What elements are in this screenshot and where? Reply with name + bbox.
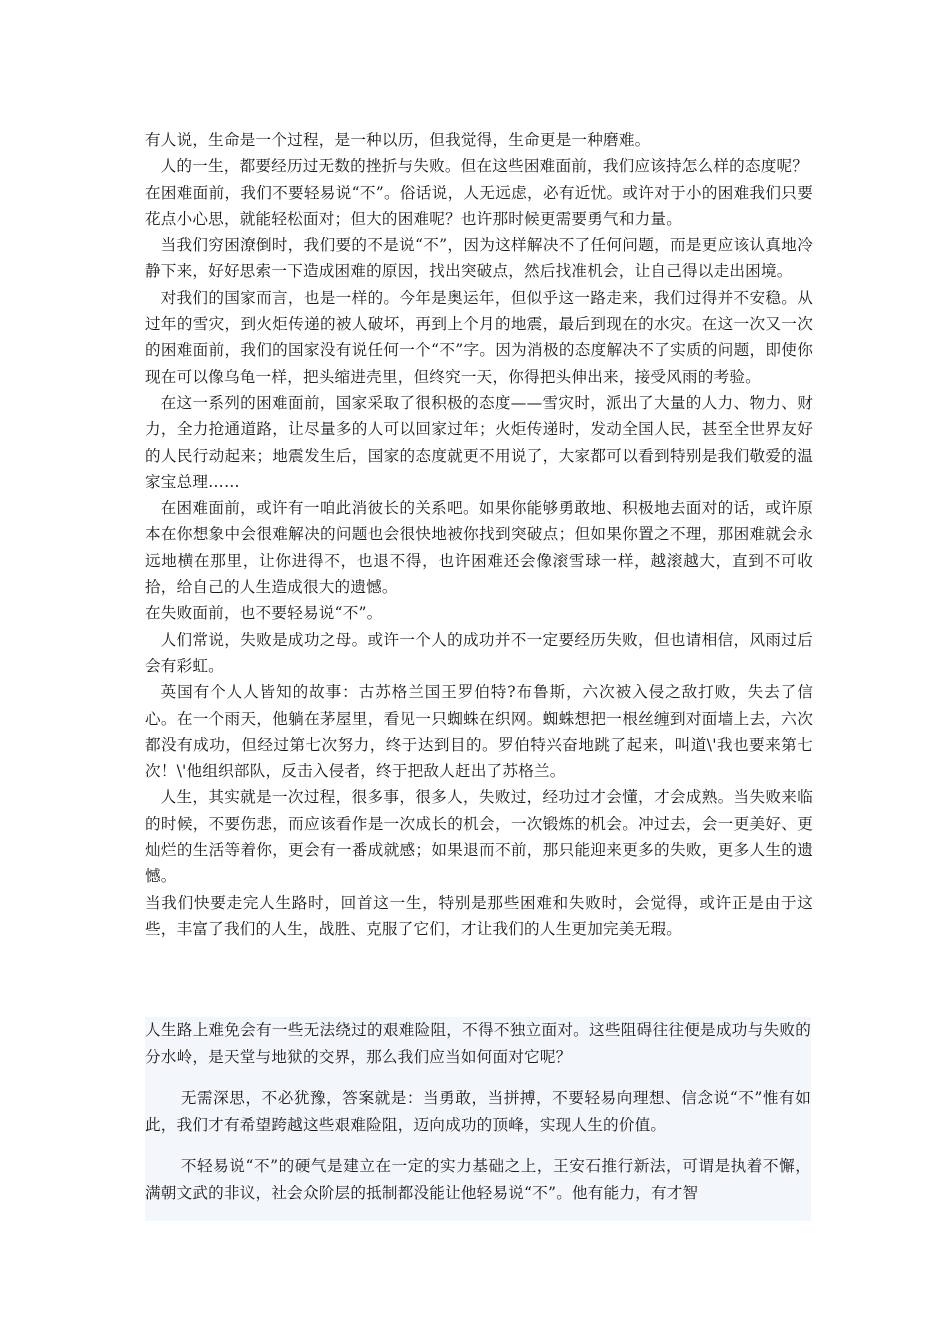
- paragraph: 在困难面前，我们不要轻易说“不”。俗话说，人无远虑，必有近忧。或许对于小的困难我们只要花点小心思，就能轻松面对；但大的困难呢？也许那时候更需要勇气和力量。: [145, 183, 813, 228]
- paragraph: 人生，其实就是一次过程，很多事，很多人，失败过，经功过才会懂，才会成熟。当失败来临的时候，不要伤悲，而应该看作是一次成长的机会，一次锻炼的机会。冲过去，会一更美好、更灿烂的生活等着你，更会有一番成就感；如果退而不前，那只能迎来更多的失败，更多人生的遗憾。: [145, 788, 813, 886]
- paragraph: 人生路上难免会有一些无法绕过的艰难险阻，不得不独立面对。这些阻碍往往便是成功与失败的分水岭，是天堂与地狱的交界，那么我们应当如何面对它呢？: [145, 1021, 811, 1066]
- paragraph: 无需深思，不必犹豫，答案就是：当勇敢，当拼搏，不要轻易向理想、信念说“不”惟有如此，我们才有希望跨越这些艰难险阻，迈向成功的顶峰，实现人生的价值。: [145, 1089, 811, 1134]
- paragraph: 当我们穷困潦倒时，我们要的不是说“不”，因为这样解决不了任何问题，而是更应该认真地冷静下来，好好思索一下造成困难的原因，找出突破点，然后找准机会，让自己得以走出困境。: [145, 236, 813, 281]
- paragraph: 在这一系列的困难面前，国家采取了很积极的态度——雪灾时，派出了大量的人力、物力、财力，全力抢通道路，让尽量多的人可以回家过年；火炬传递时，发动全国人民，甚至全世界友好的人民行动起来；地震发生后，国家的态度就更不用说了，大家都可以看到特别是我们敬爱的温家宝总理……: [145, 393, 813, 491]
- paragraph: 当我们快要走完人生路时，回首这一生，特别是那些困难和失败时，会觉得，或许正是由于这些，丰富了我们的人生，战胜、克服了它们，才让我们的人生更加完美无瑕。: [145, 893, 813, 938]
- paragraph: 对我们的国家而言，也是一样的。今年是奥运年，但似乎这一路走来，我们过得并不安稳。从过年的雪灾，到火炬传递的被人破坏，再到上个月的地震，最后到现在的水灾。在这一次又一次的困难面前，我们的国家没有说任何一个“不”字。因为消极的态度解决不了实质的问题，即使你现在可以像乌龟一样，把头缩进壳里，但终究一天，你得把头伸出来，接受风雨的考验。: [145, 288, 813, 386]
- paragraph: 在困难面前，或许有一咱此消彼长的关系吧。如果你能够勇敢地、积极地去面对的话，或许原本在你想象中会很难解决的问题也会很快地被你找到突破点；但如果你置之不理，那困难就会永远地横在那里，让你进得不，也退不得，也许困难还会像滚雪球一样，越滚越大，直到不可收拾，给自己的人生造成很大的遗憾。: [145, 499, 813, 597]
- paragraph: 在失败面前，也不要轻易说“不”。: [145, 604, 383, 623]
- essay-article-2: [145, 1017, 811, 1221]
- essay-article-1: [145, 127, 813, 942]
- paragraph: 英国有个人人皆知的故事：古苏格兰国王罗伯特?布鲁斯，六次被入侵之敌打败，失去了信心。在一个雨天，他躺在茅屋里，看见一只蜘蛛在织网。蜘蛛想把一根丝缠到对面墙上去，六次都没有成功，但经过第七次努力，终于达到目的。罗伯特兴奋地跳了起来，叫道\'我也要来第七次！\'他组织部队，反击入侵者，终于把敌人赶出了苏格兰。: [145, 683, 813, 781]
- paragraph: 人们常说，失败是成功之母。或许一个人的成功并不一定要经历失败，但也请相信，风雨过后会有彩虹。: [145, 630, 813, 675]
- paragraph: 有人说，生命是一个过程，是一种以历，但我觉得，生命更是一种磨难。: [145, 131, 651, 149]
- paragraph: 不轻易说“不”的硬气是建立在一定的实力基础之上，王安石推行新法，可谓是执着不懈，满朝文武的非议，社会众阶层的抵制都没能让他轻易说“不”。他有能力，有才智: [145, 1157, 811, 1202]
- paragraph: 人的一生，都要经历过无数的挫折与失败。但在这些困难面前，我们应该持怎么样的态度呢？: [160, 157, 809, 176]
